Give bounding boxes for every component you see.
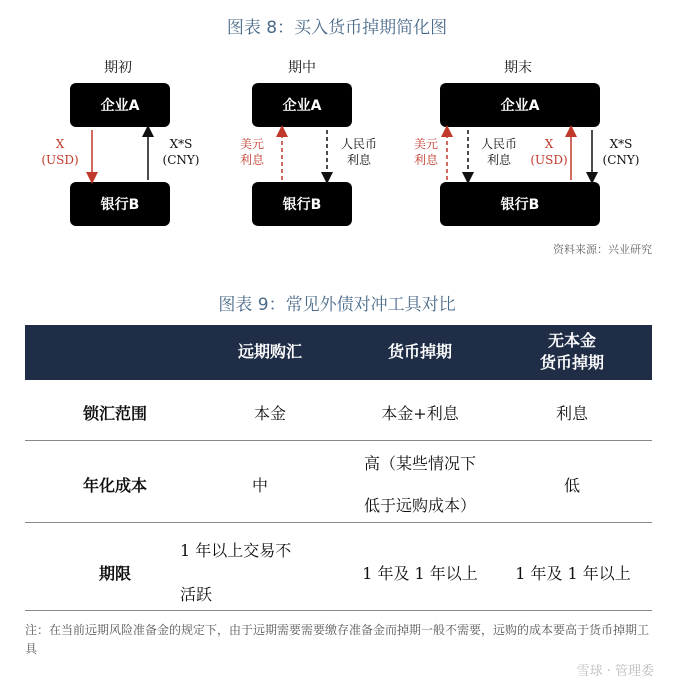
row-divider-3	[25, 610, 652, 611]
box-company-a-start: 企业A	[70, 83, 170, 127]
label-cny-start: X*S (CNY)	[162, 137, 200, 167]
figure9-title: 图表 9：常见外债对冲工具对比	[218, 295, 456, 315]
box-bank-b-start: 银行B	[70, 182, 170, 226]
cell-scope-swap: 本金+利息	[381, 404, 459, 423]
cell-scope-ndf: 利息	[555, 404, 588, 423]
header-forward: 远期购汇	[237, 342, 302, 361]
label-usd-start: X (USD)	[41, 137, 79, 167]
row-divider-2	[25, 522, 652, 523]
label-usd-end: X (USD)	[530, 137, 568, 167]
label-cny-interest-end: 人民币 利息	[480, 137, 517, 167]
header-ndf-swap: 无本金 货币掉期	[539, 331, 604, 372]
label-usd-interest-mid: 美元 利息	[239, 137, 264, 167]
label-cny-interest-mid: 人民币 利息	[340, 137, 377, 167]
row-label-term: 期限	[98, 564, 131, 583]
cell-term-forward: 1 年以上交易不 活跃	[180, 541, 292, 604]
col-label-start: 期初	[104, 60, 132, 76]
cell-cost-swap: 高（某些情况下 低于远购成本）	[363, 454, 476, 515]
table-header	[25, 325, 652, 380]
box-bank-b-mid: 银行B	[252, 182, 352, 226]
cell-cost-forward: 中	[251, 476, 268, 495]
col-label-mid: 期中	[288, 60, 316, 76]
box-company-a-mid: 企业A	[252, 83, 352, 127]
cell-term-swap: 1 年及 1 年以上	[362, 564, 478, 583]
header-swap: 货币掉期	[387, 342, 452, 361]
table-note: 注：在当前远期风险准备金的规定下，由于远期需要需要缴存准备金而掉期一般不需要，远购的成本要高于货币掉期工具	[25, 623, 650, 656]
row-label-scope: 锁汇范围	[82, 404, 147, 423]
watermark: 雪球 · 管理委	[576, 664, 654, 679]
box-company-a-end: 企业A	[440, 83, 600, 127]
cell-cost-ndf: 低	[563, 476, 580, 495]
box-bank-b-end: 银行B	[440, 182, 600, 226]
col-label-end: 期末	[504, 60, 532, 76]
row-divider-1	[25, 440, 652, 441]
label-usd-interest-end: 美元 利息	[413, 137, 438, 167]
cell-scope-forward: 本金	[253, 404, 286, 423]
figure8-title: 图表 8：买入货币掉期简化图	[226, 18, 448, 38]
row-label-cost: 年化成本	[82, 476, 147, 495]
cell-term-ndf: 1 年及 1 年以上	[515, 564, 631, 583]
figure8-source: 资料来源：兴业研究	[553, 243, 652, 256]
label-cny-end: X*S (CNY)	[602, 137, 640, 167]
